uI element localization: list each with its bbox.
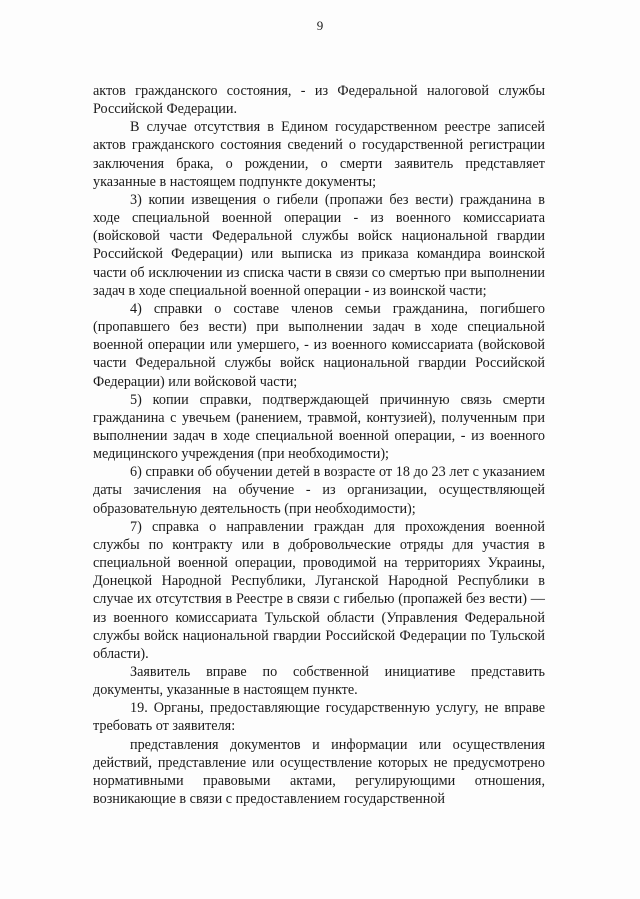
paragraph-section-19-continued: представления документов и информации или осуществления действий, представление или осуществление которых не предусмотрено нормативными правовыми актами, регулирующими отношения, возникающие в связи с предоставлением государственной — [93, 736, 545, 808]
paragraph-item-5: 5) копии справки, подтверждающей причинную связь смерти гражданина с увечьем (ранением, травмой, контузией), полученным при выполнении задач в ходе специальной военной операции, - из военного медицинского учреждения (при необходимости); — [93, 391, 545, 463]
paragraph-section-19: 19. Органы, предоставляющие государственную услугу, не вправе требовать от заявителя: — [93, 700, 545, 735]
paragraph-item-4: 4) справки о составе членов семьи гражданина, погибшего (пропавшего без вести) при выполнении задач в ходе специальной военной операции или умершего, - из военного комиссариата (войсковой части Федеральной службы войск национальной гвардии Российской Федерации) или войсковой части; — [93, 300, 545, 390]
paragraph-item-6: 6) справки об обучении детей в возрасте от 18 до 23 лет с указанием даты зачисления на обучение - из организации, осуществляющей образовательную деятельность (при необходимости); — [93, 464, 545, 517]
paragraph-item-3: 3) копии извещения о гибели (пропажи без вести) гражданина в ходе специальной военной операции - из военного комиссариата (войсковой части Федеральной службы войск национальной гвардии Российской Федерации) или выписка из приказа командира воинской части об исключении из списка части в связи со смертью при выполнении задач в ходе специальной военной операции - из воинской части; — [93, 191, 545, 299]
document-body — [93, 82, 545, 808]
paragraph-intro: актов гражданского состояния, - из Федеральной налоговой службы Российской Федерации. — [93, 83, 545, 118]
paragraph-item-7: 7) справка о направлении граждан для прохождения военной службы по контракту или в добровольческие отряды для участия в специальной военной операции, проводимой на территориях Украины, Донецкой Народной Республики, Луганской Народной Республики в случае их отсутствия в Реестре в связи с гибелью (пропажей без вести) — из военного комиссариата Тульской области (Управления Федеральной службы войск национальной гвардии Российской Федерации по Тульской области). — [93, 518, 545, 662]
page-number: 9 — [316, 18, 324, 33]
paragraph-applicant-right: Заявитель вправе по собственной инициативе представить документы, указанные в настоящем пункте. — [93, 664, 545, 699]
paragraph-absence-note: В случае отсутствия в Едином государственном реестре записей актов гражданского состояния сведений о государственной регистрации заключения брака, о рождении, о смерти заявитель представляет указанные в настоящем подпункте документы; — [93, 119, 545, 190]
